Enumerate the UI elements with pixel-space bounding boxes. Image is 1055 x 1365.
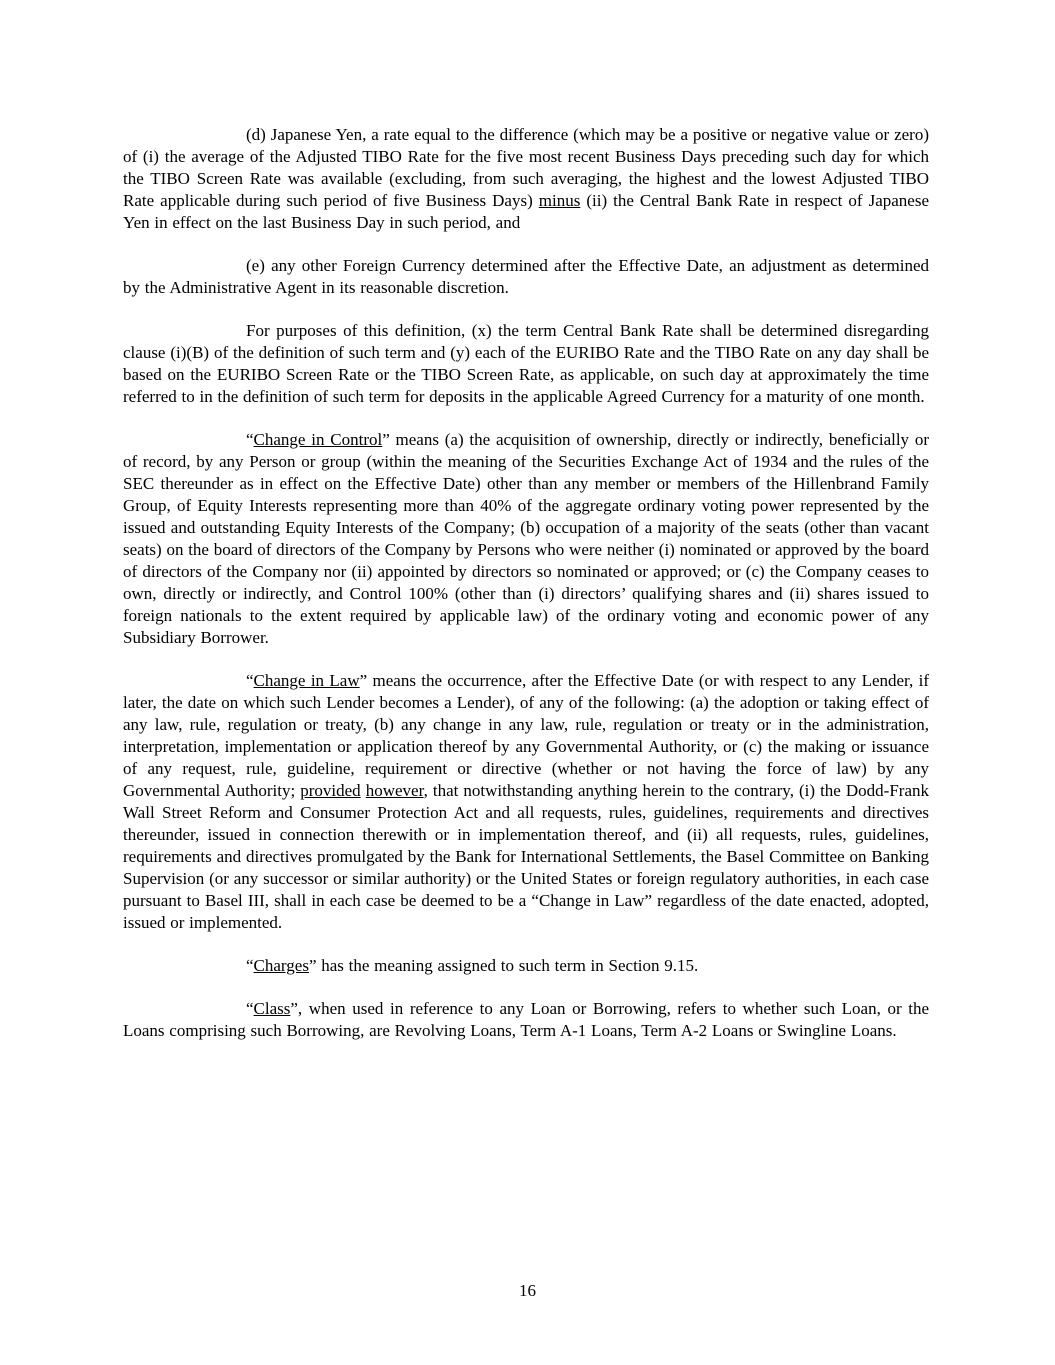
defined-term: minus bbox=[538, 191, 581, 210]
paragraph-central-bank-rate-e bbox=[123, 255, 929, 299]
paragraph-central-bank-rate-d bbox=[123, 124, 929, 234]
body-text: “ bbox=[246, 956, 254, 975]
body-text: (d) Japanese Yen, a rate equal to the difference (which may be a positive or negative value or zero) of (i) the average of the Adjusted TIBO Rate for the five most recent Business Days preceding such day for which the TIBO Screen Rate was available (excluding, from such averaging, the highest and the lowest Adjusted TIBO Rate applicable during such period of five Business Days) bbox=[123, 125, 929, 210]
document-body bbox=[123, 124, 929, 1063]
defined-term: provided bbox=[300, 781, 361, 800]
defined-term: Charges bbox=[253, 956, 309, 975]
body-text: , that notwithstanding anything herein to the contrary, (i) the Dodd-Frank Wall Street Reform and Consumer Protection Act and all requests, rules, guidelines, requirements and directives thereunder, issued in connection therewith or in implementation thereof, and (ii) all requests, rules, guidelines, requirements and directives promulgated by the Bank for International Settlements, the Basel Committee on Banking Supervision (or any successor or similar authority) or the United States or foreign regulatory authorities, in each case pursuant to Basel III, shall in each case be deemed to be a “Change in Law” regardless of the date enacted, adopted, issued or implemented. bbox=[123, 781, 929, 932]
body-text: “ bbox=[246, 671, 254, 690]
defined-term: however bbox=[365, 781, 424, 800]
body-text: ” means (a) the acquisition of ownership, directly or indirectly, beneficially or of record, by any Person or group (within the meaning of the Securities Exchange Act of 1934 and the rules of the SEC thereunder as in effect on the Effective Date) other than any member or members of the Hillenbrand Family Group, of Equity Interests representing more than 40% of the aggregate ordinary voting power represented by the issued and outstanding Equity Interests of the Company; (b) occupation of a majority of the seats (other than vacant seats) on the board of directors of the Company by Persons who were neither (i) nominated or approved by the board of directors of the Company nor (ii) appointed by directors so nominated or approved; or (c) the Company ceases to own, directly or indirectly, and Control 100% (other than (i) directors’ qualifying shares and (ii) shares issued to foreign nationals to the extent required by applicable law) of the ordinary voting and economic power of any Subsidiary Borrower. bbox=[123, 430, 929, 647]
body-text: “ bbox=[246, 430, 254, 449]
paragraph-class bbox=[123, 998, 929, 1042]
page-number: 16 bbox=[519, 1281, 536, 1300]
paragraph-charges bbox=[123, 955, 929, 977]
paragraph-change-in-law bbox=[123, 670, 929, 934]
body-text: (e) any other Foreign Currency determined after the Effective Date, an adjustment as determined by the Administrative Agent in its reasonable discretion. bbox=[123, 256, 929, 297]
paragraph-definition-purposes bbox=[123, 320, 929, 408]
body-text: For purposes of this definition, (x) the term Central Bank Rate shall be determined disregarding clause (i)(B) of the definition of such term and (y) each of the EURIBO Rate and the TIBO Rate on any day shall be based on the EURIBO Screen Rate or the TIBO Screen Rate, as applicable, on such day at approximately the time referred to in the definition of such term for deposits in the applicable Agreed Currency for a maturity of one month. bbox=[123, 321, 929, 406]
body-text: ”, when used in reference to any Loan or Borrowing, refers to whether such Loan, or the Loans comprising such Borrowing, are Revolving Loans, Term A-1 Loans, Term A-2 Loans or Swingline Loans. bbox=[123, 999, 929, 1040]
defined-term: Change in Law bbox=[253, 671, 360, 690]
defined-term: Change in Control bbox=[253, 430, 383, 449]
body-text: (ii) the Central Bank Rate in respect of Japanese Yen in effect on the last Business Day in such period, and bbox=[123, 191, 930, 232]
body-text: “ bbox=[246, 999, 254, 1018]
defined-term: Class bbox=[253, 999, 291, 1018]
paragraph-change-in-control bbox=[123, 429, 929, 649]
body-text: ” has the meaning assigned to such term in Section 9.15. bbox=[308, 956, 699, 975]
body-text: ” means the occurrence, after the Effective Date (or with respect to any Lender, if later, the date on which such Lender becomes a Lender), of any of the following: (a) the adoption or taking effect of any law, rule, regulation or treaty, (b) any change in any law, rule, regulation or treaty or in the administration, interpretation, implementation or application thereof by any Governmental Authority, or (c) the making or issuance of any request, rule, guideline, requirement or directive (whether or not having the force of law) by any Governmental Authority; bbox=[123, 671, 930, 800]
